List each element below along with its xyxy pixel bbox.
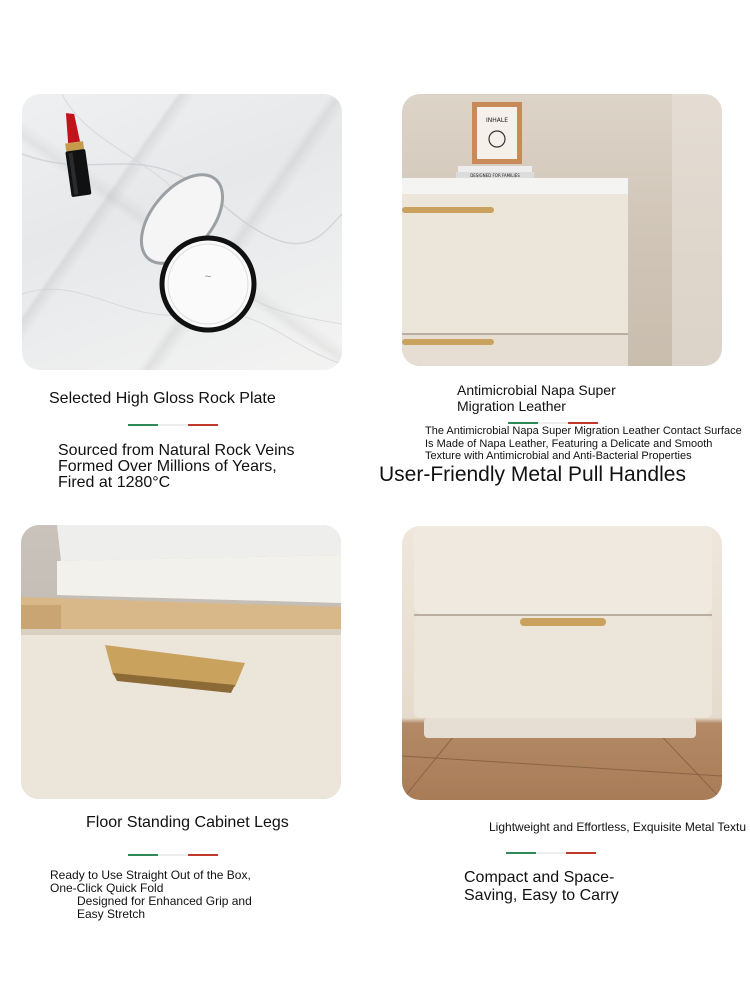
book-text: DESIGNED FOR FAMILIES — [470, 173, 520, 178]
section-2-title: Antimicrobial Napa Super Migration Leather — [457, 382, 616, 414]
marble-scene — [22, 94, 342, 370]
drawer-scene — [21, 525, 341, 799]
section-3-title: Floor Standing Cabinet Legs — [86, 814, 289, 831]
lipstick-icon — [60, 111, 91, 197]
marble-rock-plate-photo — [22, 94, 342, 370]
picture-frame-icon — [472, 102, 522, 164]
frame-text: INHALE — [485, 117, 509, 124]
napa-leather-nightstand-photo — [402, 94, 722, 366]
section-2-description: The Antimicrobial Napa Super Migration Leather Contact Surface Is Made of Napa Leather, Featuring a Delicate and Smooth Texture with Antimicrobial and Anti-Bacterial Properties — [425, 425, 742, 463]
metal-handle-icon — [402, 207, 494, 213]
floor-cabinet-photo — [402, 526, 722, 800]
section-4-divider — [506, 852, 596, 854]
section-3-description-line1: Ready to Use Straight Out of the Box, One-Click Quick Fold — [50, 868, 251, 896]
section-1-description: Sourced from Natural Rock Veins Formed Over Millions of Years, Fired at 1280°C — [58, 442, 295, 491]
section-1-title: Selected High Gloss Rock Plate — [49, 390, 276, 407]
compact-mirror-icon — [126, 160, 254, 330]
metal-handle-icon — [402, 339, 494, 345]
section-2-divider — [508, 422, 598, 424]
section-3-description-line2: Designed for Enhanced Grip and Easy Stretch — [77, 894, 252, 922]
metal-handles-heading: User-Friendly Metal Pull Handles — [379, 463, 686, 486]
section-3-divider — [128, 854, 218, 856]
nightstand-scene — [402, 94, 722, 366]
cabinet-scene — [402, 526, 722, 800]
section-4-title: Compact and Space-Saving, Easy to Carry — [464, 869, 619, 904]
svg-text:~: ~ — [204, 272, 212, 282]
metal-handle-icon — [520, 618, 606, 626]
section-1-divider — [128, 424, 218, 426]
section-4-description: Lightweight and Effortless, Exquisite Metal Textu — [489, 821, 747, 834]
open-drawer-handle-photo — [21, 525, 341, 799]
